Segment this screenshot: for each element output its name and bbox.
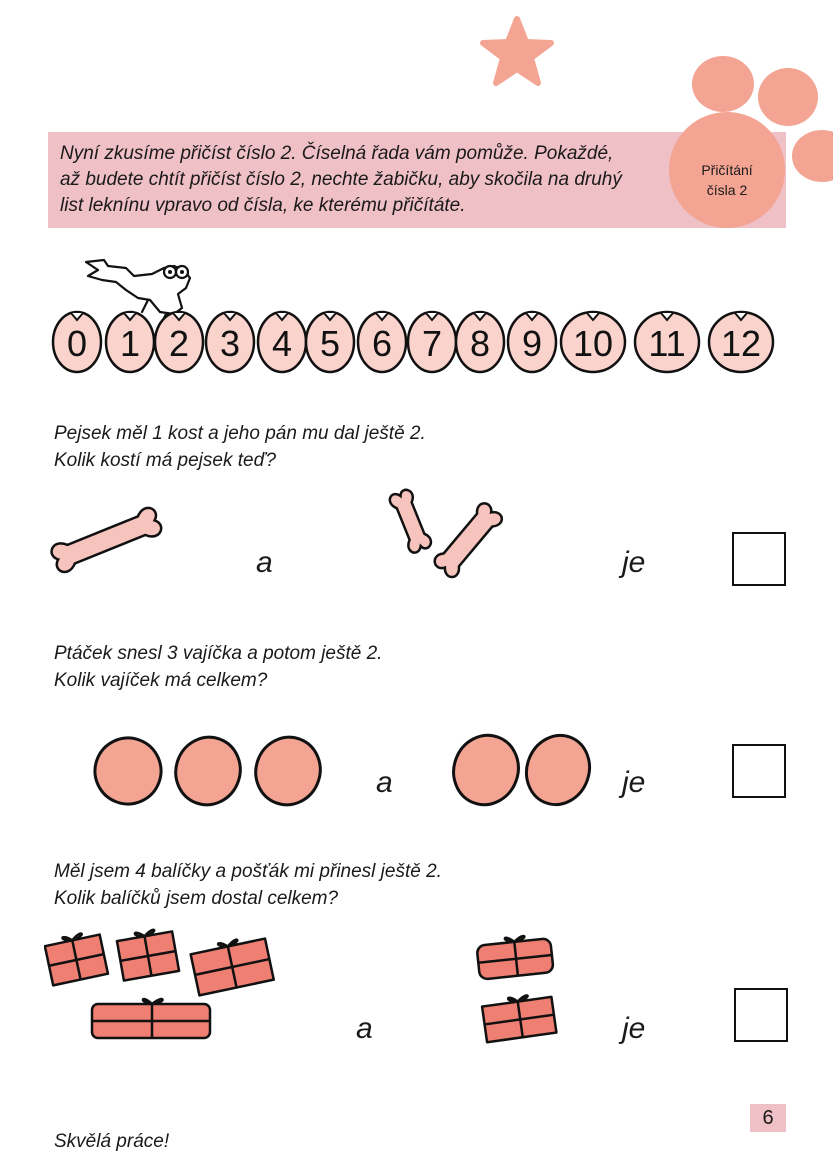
lily-pad-icon — [106, 312, 154, 372]
instruction-text — [60, 141, 660, 219]
page-number: 6 — [750, 1104, 786, 1132]
egg-icon — [517, 730, 596, 810]
question-line: Pejsek měl 1 kost a jeho pán mu dal ještě 2. — [54, 423, 426, 444]
task-1-question — [54, 420, 426, 474]
and-label: a — [356, 1012, 373, 1045]
is-label: je — [622, 1012, 646, 1045]
number-label: 11 — [648, 323, 686, 364]
gift-icon — [116, 927, 179, 981]
number-label: 12 — [720, 323, 762, 364]
is-label: je — [622, 766, 646, 799]
answer-box[interactable] — [732, 532, 786, 586]
lily-pad-icon — [206, 312, 254, 372]
gift-group — [44, 926, 276, 1044]
gift-icon — [476, 933, 554, 979]
number-label: 7 — [421, 323, 443, 364]
lily-pad-icon — [635, 312, 699, 372]
lily-pad-icon — [155, 312, 203, 372]
lily-pad-icon — [408, 312, 456, 372]
number-label: 5 — [319, 323, 341, 364]
bone-icon — [426, 496, 510, 584]
lily-pad-icon — [53, 312, 101, 372]
lily-pad-icon — [709, 312, 773, 372]
badge-line: čísla 2 — [706, 182, 748, 198]
paw-icon — [792, 130, 833, 182]
is-label: je — [622, 546, 646, 579]
task-3-question — [54, 858, 442, 912]
number-label: 9 — [521, 323, 543, 364]
lily-pad-icon — [358, 312, 406, 372]
egg-group — [92, 732, 328, 808]
number-label: 10 — [572, 323, 614, 364]
topic-badge-label — [669, 160, 785, 200]
lily-pad-icon — [306, 312, 354, 372]
badge-line: Přičítání — [701, 162, 753, 178]
question-line: Kolik balíčků jsem dostal celkem? — [54, 888, 339, 909]
answer-box[interactable] — [734, 988, 788, 1042]
bone-icon — [46, 496, 166, 582]
question-line: Měl jsem 4 balíčky a pošťák mi přinesl ještě 2. — [54, 861, 442, 882]
gift-icon — [481, 992, 556, 1042]
lily-pad-icon — [561, 312, 625, 372]
footer-text: Skvělá práce! — [54, 1131, 170, 1152]
instruction-line: až budete chtít přičíst číslo 2, nechte žabičku, aby skočila na druhý — [60, 169, 622, 190]
gift-icon — [190, 934, 274, 996]
instruction-line: Nyní zkusíme přičíst číslo 2. Číselná řada vám pomůže. Pokaždé, — [60, 143, 614, 164]
task-2-question — [54, 640, 382, 694]
and-label: a — [376, 766, 393, 799]
question-line: Ptáček snesl 3 vajíčka a potom ještě 2. — [54, 643, 383, 664]
egg-icon — [92, 732, 170, 808]
lily-pad-icon — [456, 312, 504, 372]
number-label: 6 — [371, 323, 393, 364]
number-label: 3 — [219, 323, 241, 364]
answer-box[interactable] — [732, 744, 786, 798]
and-label: a — [256, 546, 273, 579]
question-line: Kolik vajíček má celkem? — [54, 670, 268, 691]
paw-icon — [692, 56, 754, 112]
gift-group — [470, 930, 560, 1048]
instruction-line: list leknínu vpravo od čísla, ke kterému přičítáte. — [60, 195, 466, 216]
lily-pad-icon — [508, 312, 556, 372]
lily-pad-icon — [258, 312, 306, 372]
gift-icon — [44, 930, 108, 986]
number-label: 2 — [168, 323, 190, 364]
egg-icon — [166, 732, 249, 808]
egg-group — [450, 730, 596, 810]
star-icon — [480, 16, 555, 88]
paw-icon — [758, 68, 818, 126]
number-label: 8 — [469, 323, 491, 364]
question-line: Kolik kostí má pejsek teď? — [54, 450, 277, 471]
gift-icon — [92, 999, 210, 1038]
egg-icon — [246, 732, 328, 808]
number-label: 1 — [119, 323, 141, 364]
number-label: 0 — [66, 323, 88, 364]
egg-icon — [450, 730, 528, 810]
number-label: 4 — [271, 323, 293, 364]
number-line — [48, 300, 788, 382]
